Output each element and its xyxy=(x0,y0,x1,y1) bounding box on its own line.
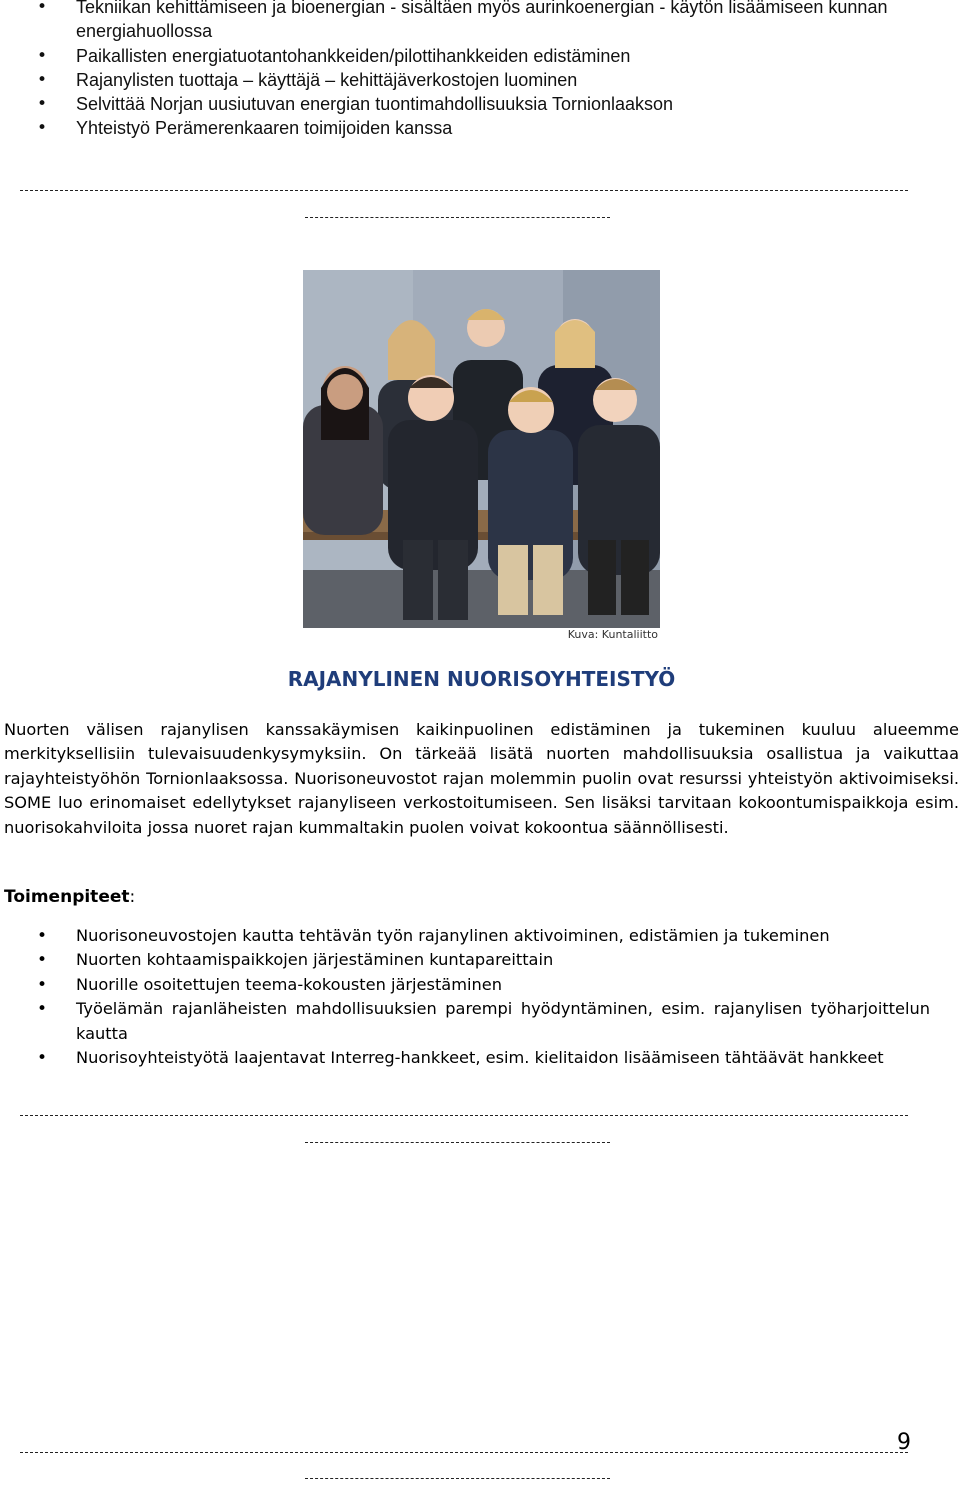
list-item: • Nuorille osoitettujen teema-kokousten järjestäminen xyxy=(0,973,930,997)
measures-bullet-list xyxy=(0,924,930,1070)
list-item: • Nuorisoyhteistyötä laajentavat Interreg-hankkeet, esim. kielitaidon lisäämiseen tähtäävät hankkeet xyxy=(0,1046,930,1070)
list-item: • Nuorten kohtaamispaikkojen järjestäminen kuntapareittain xyxy=(0,948,930,972)
section-heading: RAJANYLINEN NUORISOYHTEISTYÖ xyxy=(287,667,676,691)
page-number: 9 xyxy=(897,1430,911,1455)
list-item: • Yhteistyö Perämerenkaaren toimijoiden kanssa xyxy=(0,116,930,140)
separator-line xyxy=(305,1478,610,1479)
group-photo xyxy=(303,270,660,628)
list-item: • Tekniikan kehittämiseen ja bioenergian - sisältäen myös aurinkoenergian - käytön lisäämiseen kunnan energiahuollossa xyxy=(0,0,930,44)
measures-heading-label: Toimenpiteet xyxy=(4,887,130,907)
measures-heading-colon: : xyxy=(129,887,136,907)
energy-bullet-list xyxy=(0,0,930,141)
separator-line xyxy=(20,1115,908,1116)
list-item: • Rajanylisten tuottaja – käyttäjä – kehittäjäverkostojen luominen xyxy=(0,68,930,92)
measures-heading xyxy=(4,887,135,907)
separator-line xyxy=(305,1142,610,1143)
list-item: • Selvittää Norjan uusiutuvan energian tuontimahdollisuuksia Tornionlaakson xyxy=(0,92,930,116)
section-body: Nuorten välisen rajanylisen kanssakäymisen kaikinpuolinen edistäminen ja tukeminen kuuluu alueemme merkityksellisiin tulevaisuudenkysymyksiin. On tärkeää lisätä nuorten mahdollisuuksia osallistua ja vaikuttaa rajayhteistyöhön Tornionlaaksossa. Nuorisoneuvostot rajan molemmin puolin ovat resurssi yhteistyön aktivoimiseksi. SOME luo erinomaiset edellytykset rajanyliseen verkostoitumiseen. Sen lisäksi tarvitaan kokoontumispaikkoja esim. nuorisokahviloita jossa nuoret rajan kummaltakin puolen voivat kokoontua säännöllisesti. xyxy=(4,720,959,837)
separator-line xyxy=(20,1452,908,1453)
separator-line xyxy=(305,217,610,218)
separator-line xyxy=(20,190,908,191)
list-item: • Nuorisoneuvostojen kautta tehtävän työn rajanylinen aktivoiminen, edistämien ja tukeminen xyxy=(0,924,930,948)
list-item: • Työelämän rajanläheisten mahdollisuuksien parempi hyödyntäminen, esim. rajanylisen työharjoittelun kautta xyxy=(0,997,930,1046)
list-item: • Paikallisten energiatuotantohankkeiden/pilottihankkeiden edistäminen xyxy=(0,44,930,68)
photo-caption: Kuva: Kuntaliitto xyxy=(567,628,658,641)
